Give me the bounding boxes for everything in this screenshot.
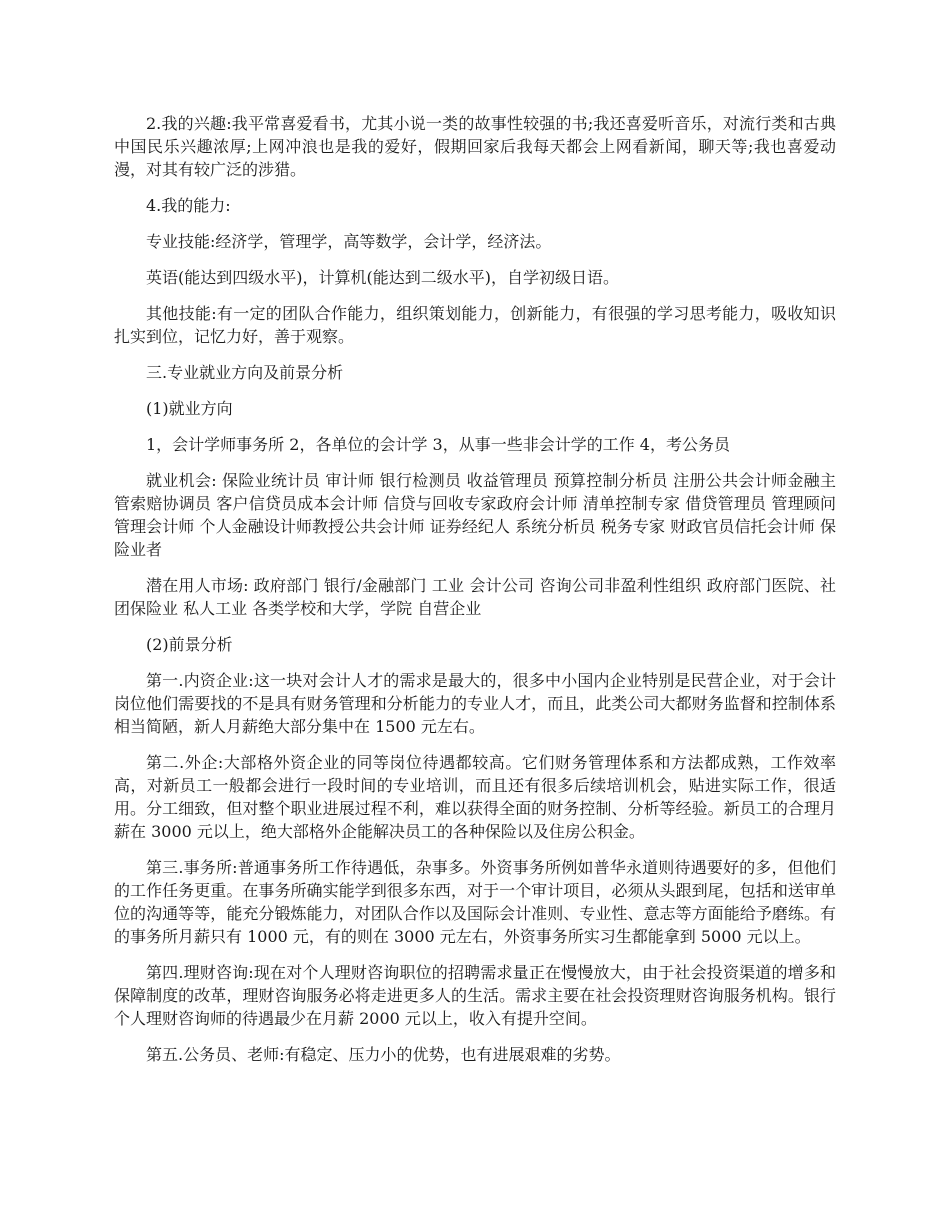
paragraph-civil-servant-teacher: 第五.公务员、老师:有稳定、压力小的优势，也有进展艰难的劣势。 (146, 1045, 621, 1064)
paragraph-interests: 2.我的兴趣:我平常喜爱看书，尤其小说一类的故事性较强的书;我还喜爱听音乐，对流行类和古典中国民乐兴趣浓厚;上网冲浪也是我的爱好，假期回家后我每天都会上网看新闻，聊天等;我也喜爱动漫，对其有较广泛的涉猎。 (114, 114, 836, 179)
paragraph-other-skills: 其他技能:有一定的团队合作能力，组织策划能力，创新能力，有很强的学习思考能力，吸收知识扎实到位，记忆力好，善于观察。 (114, 304, 836, 346)
document-body (114, 112, 836, 1079)
paragraph-abilities-heading: 4.我的能力: (146, 196, 231, 215)
paragraph-financial-consulting: 第四.理财咨询:现在对个人理财咨询职位的招聘需求量正在慢慢放大，由于社会投资渠道的增多和保障制度的改革，理财咨询服务必将走进更多人的生活。需求主要在社会投资理财咨询服务机构。银行个人理财咨询师的待遇最少在月薪 2000 元以上，收入有提升空间。 (114, 963, 836, 1028)
section-heading-career-analysis: 三.专业就业方向及前景分析 (146, 363, 344, 382)
paragraph-domestic-enterprise: 第一.内资企业:这一块对会计人才的需求是最大的，很多中小国内企业特别是民营企业，对于会计岗位他们需要找的不是具有财务管理和分析能力的专业人才，而且，此类公司大都财务监督和控制体系相当简陋，新人月薪绝大部分集中在 1500 元左右。 (114, 671, 836, 736)
paragraph-accounting-firm: 第三.事务所:普通事务所工作待遇低，杂事多。外资事务所例如普华永道则待遇要好的多，但他们的工作任务更重。在事务所确实能学到很多东西，对于一个审计项目，必须从头跟到尾，包括和送审单位的沟通等等，能充分锻炼能力，对团队合作以及国际会计准则、专业性、意志等方面能给予磨练。有的事务所月薪只有 1000 元，有的则在 3000 元左右，外资事务所实习生都能拿到 5000 元以上。 (114, 858, 836, 946)
subheading-career-direction: (1)就业方向 (146, 399, 233, 418)
paragraph-language-computer: 英语(能达到四级水平)，计算机(能达到二级水平)，自学初级日语。 (146, 268, 619, 287)
paragraph-professional-skills: 专业技能:经济学，管理学，高等数学，会计学，经济法。 (146, 232, 552, 251)
paragraph-foreign-enterprise: 第二.外企:大部格外资企业的同等岗位待遇都较高。它们财务管理体系和方法都成熟，工作效率高，对新员工一般都会进行一段时间的专业培训，而且还有很多后续培训机会，贴进实际工作，很适用。分工细致，但对整个职业进展过程不利，难以获得全面的财务控制、分析等经验。新员工的合理月薪在 3000 元以上，绝大部格外企能解决员工的各种保险以及住房公积金。 (114, 753, 836, 841)
subheading-prospect-analysis: (2)前景分析 (146, 635, 233, 654)
paragraph-job-opportunities: 就业机会: 保险业统计员 审计师 银行检测员 收益管理员 预算控制分析员 注册公共会计师金融主管索赔协调员 客户信贷员成本会计师 信贷与回收专家政府会计师 清单控制专家 借贷管理员 管理顾问 管理会计师 个人金融设计师教授公共会计师 证券经纪人 系统分析员 税务专家 财政官员信托会计师 保险业者 (114, 471, 836, 559)
paragraph-career-options: 1，会计学师事务所 2，各单位的会计学 3，从事一些非会计学的工作 4，考公务员 (146, 435, 730, 454)
paragraph-potential-market: 潜在用人市场: 政府部门 银行/金融部门 工业 会计公司 咨询公司非盈利性组织 政府部门医院、社团保险业 私人工业 各类学校和大学，学院 自营企业 (114, 576, 836, 618)
